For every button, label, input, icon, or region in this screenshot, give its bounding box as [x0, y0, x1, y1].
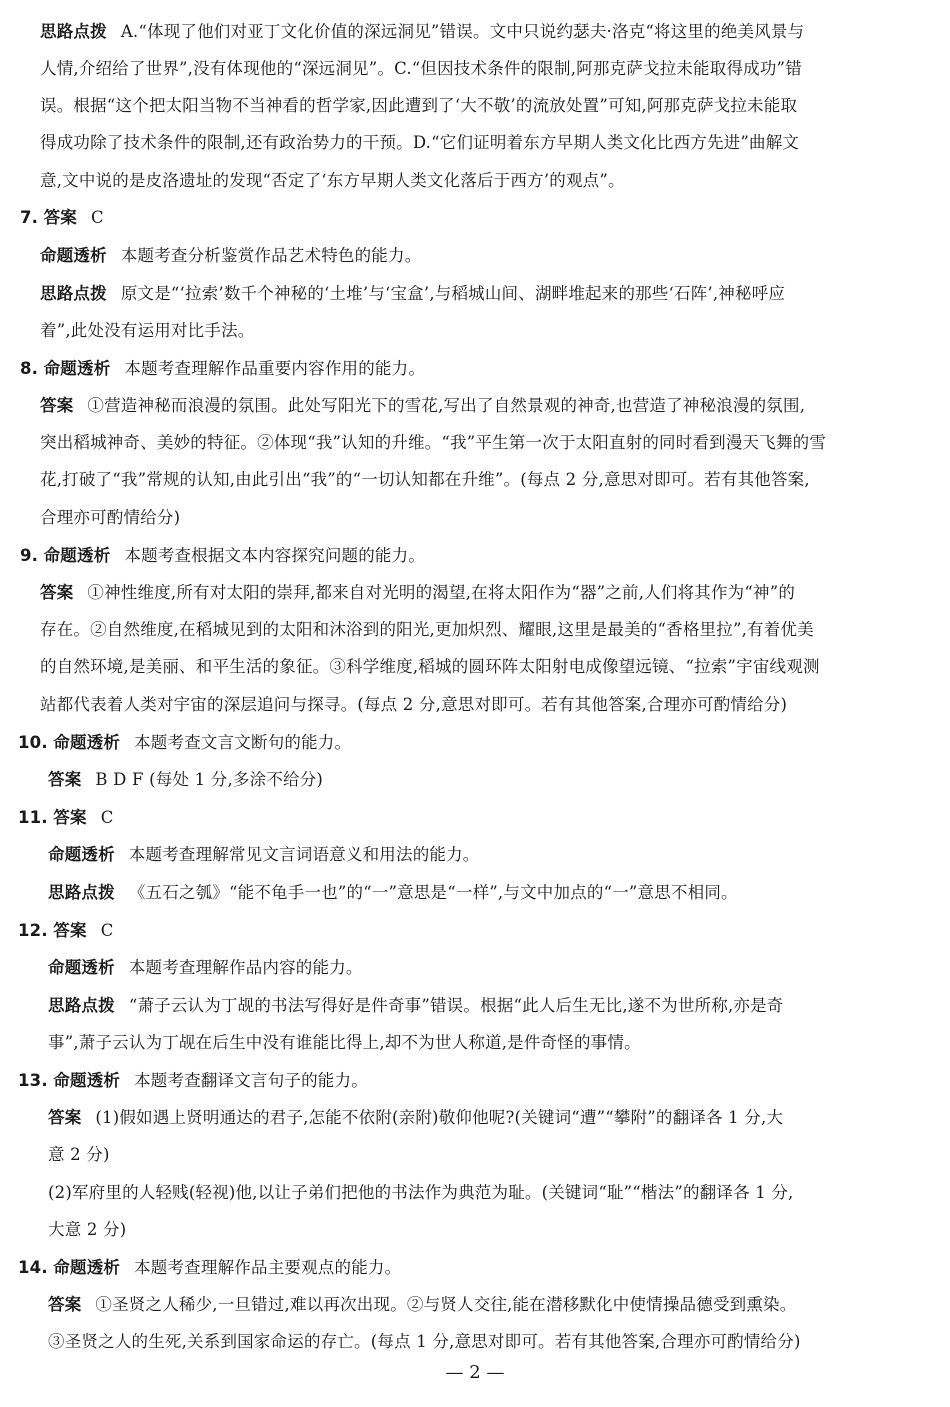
q9-answer-line-3: 的自然环境,是美丽、和平生活的象征。③科学维度,稻城的圆环阵太阳射电成像望远镜、“拉索”宇宙线观测	[40, 657, 820, 676]
q10-answer-line: 答案 B D F (每处 1 分,多涂不给分)	[48, 770, 324, 789]
q12-silu-line-2: 事”,萧子云认为丁觇在后生中没有谁能比得上,却不为世人称道,是件奇怪的事情。	[48, 1033, 641, 1052]
q7-answer-line: 7. 答案 C	[20, 208, 104, 227]
q6-silu-label: 思路点拨	[40, 22, 107, 41]
q14-answer-line-1: 答案 ①圣贤之人稀少,一旦错过,难以再次出现。②与贤人交往,能在潜移默化中使情操品德受到熏染。	[48, 1295, 797, 1314]
q14-mingti-line: 14. 命题透析 本题考查理解作品主要观点的能力。	[18, 1258, 402, 1277]
q6-silu-line-5: 意,文中说的是皮洛遗址的发现“否定了‘东方早期人类文化落后于西方’的观点”。	[40, 171, 625, 190]
q12-silu-line-1: 思路点拨 “萧子云认为丁觇的书法写得好是件奇事”错误。根据“此人后生无比,遂不为世所称,亦是奇	[48, 996, 784, 1015]
q9-answer-line-2: 存在。②自然维度,在稻城见到的太阳和沐浴到的阳光,更加炽烈、耀眼,这里是最美的“香格里拉”,有着优美	[40, 620, 814, 639]
q6-silu-line-3: 误。根据“这个把太阳当物不当神看的哲学家,因此遭到了‘大不敬’的流放处置”可知,阿那克萨戈拉未能取	[40, 96, 798, 115]
q6-silu-line-2: 人情,介绍给了世界”,没有体现他的“深远洞见”。C.“但因技术条件的限制,阿那克萨戈拉未能取得成功”错	[40, 59, 802, 78]
q13-answer-line-2: 意 2 分)	[48, 1145, 110, 1164]
q8-answer-line-2: 突出稻城神奇、美妙的特征。②体现“我”认知的升维。“我”平生第一次于太阳直射的同时看到漫天飞舞的雪	[40, 433, 827, 452]
q8-answer-line-4: 合理亦可酌情给分)	[40, 508, 181, 527]
q6-silu-line-1: 思路点拨 A.“体现了他们对亚丁文化价值的深远洞见”错误。文中只说约瑟夫·洛克“将这里的绝美风景与	[40, 22, 805, 41]
q7-silu-line-2: 着”,此处没有运用对比手法。	[40, 321, 255, 340]
q11-answer-line: 11. 答案 C	[18, 808, 114, 827]
q8-mingti-line: 8. 命题透析 本题考查理解作品重要内容作用的能力。	[20, 359, 426, 378]
q8-answer-line-3: 花,打破了“我”常规的认知,由此引出“我”的“一切认知都在升维”。(每点 2 分,意思对即可。若有其他答案,	[40, 470, 810, 489]
q13-answer-line-4: 大意 2 分)	[48, 1220, 127, 1239]
q7-mingti-line: 命题透析 本题考查分析鉴赏作品艺术特色的能力。	[40, 246, 422, 265]
q6-silu-line-4: 得成功除了技术条件的限制,还有政治势力的干预。D.“它们证明着东方早期人类文化比西方先进”曲解文	[40, 133, 800, 152]
q9-answer-line-4: 站都代表着人类对宇宙的深层追问与探寻。(每点 2 分,意思对即可。若有其他答案,合理亦可酌情给分)	[40, 695, 788, 714]
q11-silu-line: 思路点拨 《五石之瓠》“能不龟手一也”的“一”意思是“一样”,与文中加点的“一”意思不相同。	[48, 883, 738, 902]
q7-answer-value: C	[91, 208, 104, 227]
q13-mingti-line: 13. 命题透析 本题考查翻译文言句子的能力。	[18, 1071, 368, 1090]
q7-answer-label: 答案	[43, 208, 78, 227]
q14-answer-line-2: ③圣贤之人的生死,关系到国家命运的存亡。(每点 1 分,意思对即可。若有其他答案,合理亦可酌情给分)	[48, 1332, 801, 1351]
q13-answer-line-3: (2)军府里的人轻贱(轻视)他,以让子弟们把他的书法作为典范为耻。(关键词“耻”“楷法”的翻译各 1 分,	[48, 1183, 794, 1202]
q9-mingti-line: 9. 命题透析 本题考查根据文本内容探究问题的能力。	[20, 546, 426, 565]
q12-mingti-line: 命题透析 本题考查理解作品内容的能力。	[48, 958, 363, 977]
q7-silu-line-1: 思路点拨 原文是“‘拉索’数千个神秘的‘土堆’与‘宝盒’,与稻城山间、湖畔堆起来的那些‘石阵’,神秘呼应	[40, 284, 786, 303]
q10-mingti-line: 10. 命题透析 本题考查文言文断句的能力。	[18, 733, 352, 752]
page-number: — 2 —	[445, 1362, 505, 1383]
q9-answer-line-1: 答案 ①神性维度,所有对太阳的崇拜,都来自对光明的渴望,在将太阳作为“器”之前,人们将其作为“神”的	[40, 583, 796, 602]
q8-answer-line-1: 答案 ①营造神秘而浪漫的氛围。此处写阳光下的雪花,写出了自然景观的神奇,也营造了神秘浪漫的氛围,	[40, 396, 806, 415]
q13-answer-line-1: 答案 (1)假如遇上贤明通达的君子,怎能不依附(亲附)敬仰他呢?(关键词“遭”“攀附”的翻译各 1 分,大	[48, 1108, 784, 1127]
q11-mingti-line: 命题透析 本题考查理解常见文言词语意义和用法的能力。	[48, 845, 480, 864]
q12-answer-line: 12. 答案 C	[18, 921, 114, 940]
